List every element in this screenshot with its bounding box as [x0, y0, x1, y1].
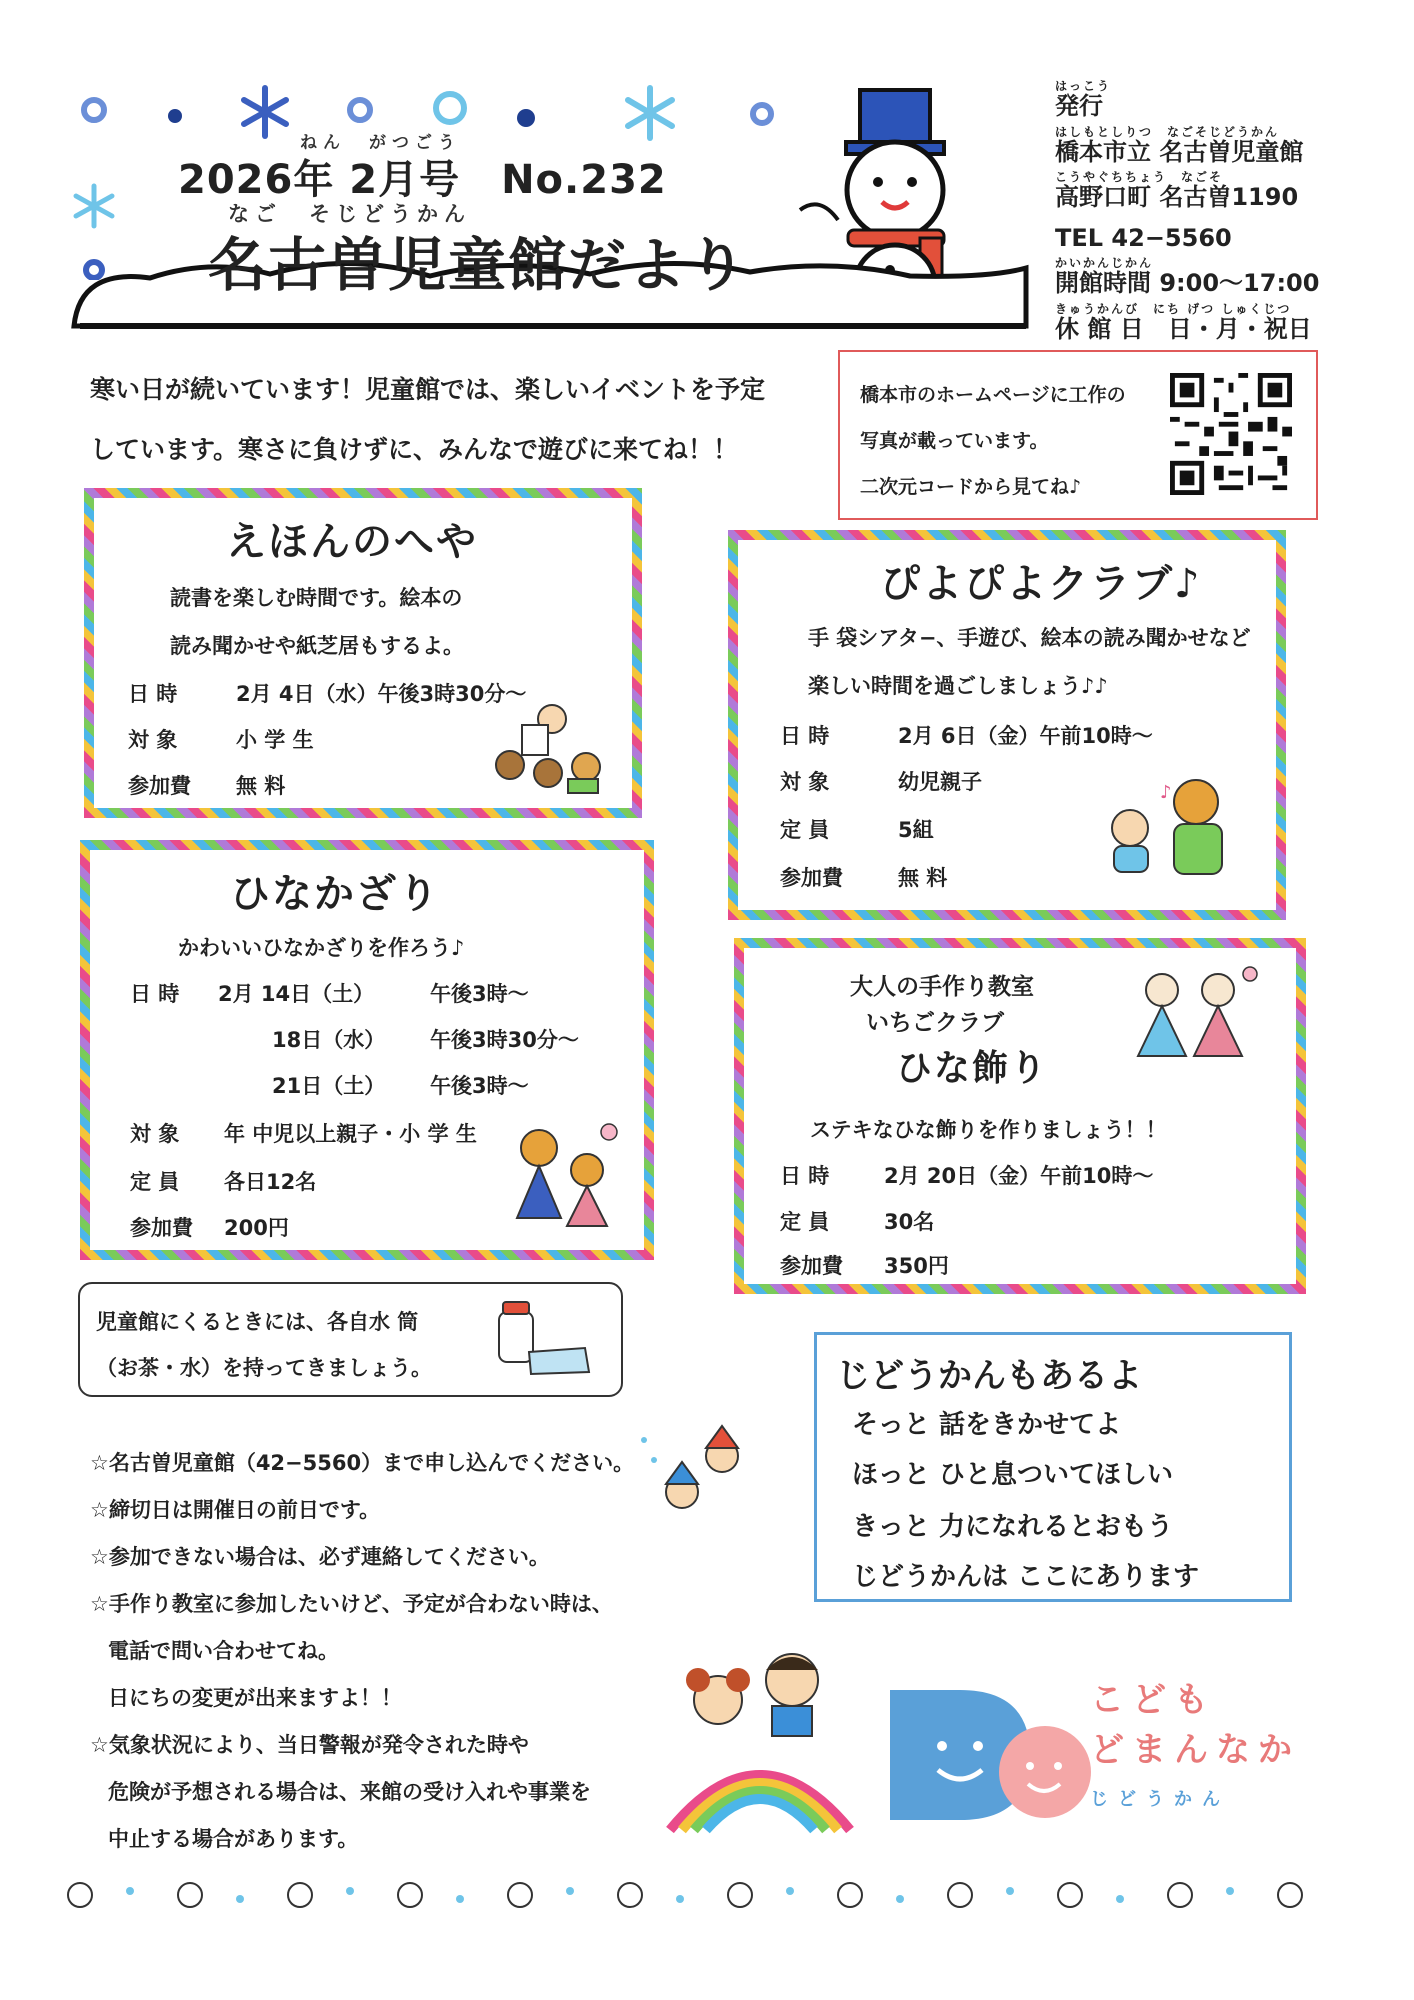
- snow-children-illustration: [630, 1420, 760, 1530]
- snow-dot-icon: [517, 109, 535, 127]
- otona-cap: 30名: [884, 1210, 935, 1234]
- ehon-title: えほんのへや: [226, 519, 478, 565]
- opening-hours: 開館時間 9:00〜17:00: [1055, 269, 1320, 298]
- hina-desc: かわいいひなかざりを作ろう♪: [178, 936, 465, 960]
- parent-child-illustration: [1100, 772, 1250, 882]
- intro-line: 寒い日が続いています！児童館では、楽しいイベントを予定: [90, 375, 766, 404]
- org-ruby: はしもとしりつ なごそじどうかん: [1055, 124, 1280, 139]
- piyo-target: 幼児親子: [898, 770, 982, 794]
- ehon-target: 小 学 生: [236, 728, 314, 752]
- piyo-date: 2月 6日（金）午前10時〜: [898, 724, 1153, 748]
- rainbow-kids-illustration: [650, 1640, 870, 1840]
- publisher-ruby: はっこう: [1055, 79, 1112, 93]
- hina-title: ひなかざり: [230, 871, 440, 917]
- hina-dolls-illustration: [505, 1118, 625, 1228]
- hina-time: 午後3時〜: [430, 1074, 529, 1098]
- note-item: ☆参加できない場合は、必ず連絡してください。: [90, 1545, 550, 1569]
- hina-cap-label: 定 員: [130, 1170, 180, 1194]
- hina-date: 2月 14日（土）: [218, 982, 375, 1006]
- note-item: 電話で問い合わせてね。: [108, 1639, 339, 1663]
- note-item: 日にちの変更が出来ますよ！！: [108, 1686, 402, 1710]
- hina-date: 21日（土）: [272, 1074, 386, 1098]
- piyo-desc: 手 袋シアタ−、手遊び、絵本の読み聞かせなど: [808, 626, 1251, 650]
- note-item: 中止する場合があります。: [108, 1827, 359, 1851]
- jidoukan-poem-title: じどうかんもあるよ: [836, 1356, 1142, 1396]
- piyo-fee: 無 料: [898, 866, 948, 890]
- do-logo-icon: [880, 1680, 1100, 1830]
- hina-cap: 各日12名: [224, 1170, 317, 1194]
- hina-time: 午後3時〜: [430, 982, 529, 1006]
- newsletter-title: 名古曽児童館だより: [208, 231, 749, 299]
- address-ruby: こうやぐちちょう なごそ: [1055, 170, 1224, 185]
- otona-desc: ステキなひな飾りを作りましょう！！: [810, 1118, 1167, 1142]
- water-notice-line: （お茶・水）を持ってきましょう。: [96, 1356, 432, 1380]
- hina-fee: 200円: [224, 1216, 289, 1240]
- hours-ruby: かいかんじかん: [1055, 256, 1154, 271]
- water-bottle-icon: [485, 1298, 595, 1378]
- hina-target-label: 対 象: [130, 1122, 180, 1146]
- hina-time: 午後3時30分〜: [430, 1028, 579, 1052]
- title-ruby: なご そじどうかん: [228, 202, 471, 226]
- otona-date-label: 日 時: [780, 1164, 830, 1188]
- logo-line: じどうかん: [1090, 1789, 1230, 1810]
- logo-line: こども: [1090, 1680, 1216, 1720]
- jidoukan-poem-line: ほっと ひと息ついてほしい: [852, 1460, 1174, 1490]
- ehon-desc: 読書を楽しむ時間です。絵本の: [170, 586, 463, 610]
- address: 高野口町 名古曽1190: [1055, 183, 1299, 212]
- hina-target: 年 中児以上親子・小 学 生: [224, 1122, 477, 1146]
- ehon-fee: 無 料: [236, 774, 286, 798]
- note-item: ☆締切日は開催日の前日です。: [90, 1498, 381, 1522]
- hina-date: 18日（水）: [272, 1028, 386, 1052]
- ehon-target-label: 対 象: [128, 728, 178, 752]
- piyo-cap-label: 定 員: [780, 818, 830, 842]
- qr-info-text: [860, 372, 1160, 510]
- snow-dot-icon: [350, 100, 370, 120]
- snowflake-icon: [244, 88, 286, 136]
- snow-dot-icon: [168, 109, 182, 123]
- otona-fee-label: 参加費: [780, 1254, 843, 1278]
- piyo-cap: 5組: [898, 818, 934, 842]
- note-item: ☆手作り教室に参加したいけど、予定が合わない時は、: [90, 1592, 613, 1616]
- ehon-date: 2月 4日（水）午後3時30分〜: [236, 682, 527, 706]
- intro-text: [90, 360, 810, 480]
- hina-fee-label: 参加費: [130, 1216, 193, 1240]
- reading-children-illustration: [490, 695, 610, 795]
- jidoukan-poem-line: じどうかんは ここにあります: [852, 1562, 1200, 1592]
- water-notice-line: 児童館にくるときには、各自水 筒: [96, 1310, 419, 1334]
- ehon-fee-label: 参加費: [128, 774, 191, 798]
- piyo-target-label: 対 象: [780, 770, 830, 794]
- snowman-border-decor: [60, 1875, 1340, 1915]
- svg-text:♪: ♪: [1160, 782, 1172, 803]
- publisher-label: 発行: [1055, 92, 1103, 121]
- snowflake-icon: [76, 186, 112, 226]
- qr-line: 橋本市のホームページに工作の: [860, 384, 1126, 406]
- snow-dot-icon: [436, 94, 464, 122]
- otona-date: 2月 20日（金）午前10時〜: [884, 1164, 1154, 1188]
- snowflake-icon: [628, 88, 672, 138]
- qr-line: 写真が載っています。: [860, 430, 1049, 452]
- notes-section: [90, 1440, 690, 1863]
- otona-title: 大人の手作り教室: [850, 974, 1034, 1000]
- do-logo-text: [1090, 1675, 1300, 1825]
- note-item: 危険が予想される場合は、来館の受け入れや事業を: [108, 1780, 591, 1804]
- note-item: ☆気象状況により、当日警報が発令された時や: [90, 1733, 529, 1757]
- hina-date-label: 日 時: [130, 982, 180, 1006]
- org-name: 橋本市立 名古曽児童館: [1055, 137, 1304, 166]
- otona-theme: ひな飾り: [896, 1048, 1049, 1089]
- otona-cap-label: 定 員: [780, 1210, 830, 1234]
- otona-fee: 350円: [884, 1254, 949, 1278]
- piyo-desc: 楽しい時間を過ごしましょう♪♪: [808, 674, 1108, 698]
- qr-code-image[interactable]: [1170, 373, 1292, 495]
- logo-line: どまんなか: [1090, 1730, 1300, 1770]
- jidoukan-poem-line: そっと 話をきかせてよ: [852, 1410, 1122, 1440]
- hina-pair-illustration: [1122, 960, 1262, 1060]
- issue-ruby: ねん がつごう: [300, 133, 461, 153]
- closed-days: 休 館 日 日・月・祝日: [1055, 314, 1312, 343]
- issue-number: 2026年 2月号 No.232: [178, 157, 667, 203]
- piyo-date-label: 日 時: [780, 724, 830, 748]
- snow-dot-icon: [84, 100, 104, 120]
- qr-line: 二次元コードから見てね♪: [860, 476, 1082, 498]
- piyo-fee-label: 参加費: [780, 866, 843, 890]
- piyo-title: ぴよぴよクラブ♪: [880, 561, 1202, 607]
- note-item: ☆名古曽児童館（42−5560）まで申し込んでください。: [90, 1451, 635, 1475]
- otona-club: いちごクラブ: [866, 1010, 1004, 1036]
- publisher-info: [1055, 80, 1395, 342]
- ehon-date-label: 日 時: [128, 682, 178, 706]
- phone: TEL 42−5560: [1055, 223, 1232, 252]
- ehon-desc: 読み聞かせや紙芝居もするよ。: [170, 634, 464, 658]
- jidoukan-poem-line: きっと 力になれるとおもう: [852, 1512, 1174, 1542]
- intro-line: しています。寒さに負けずに、みんなで遊びに来てね！！: [90, 435, 739, 464]
- closed-ruby: きゅうかんび にち げつ しゅくじつ: [1055, 301, 1292, 316]
